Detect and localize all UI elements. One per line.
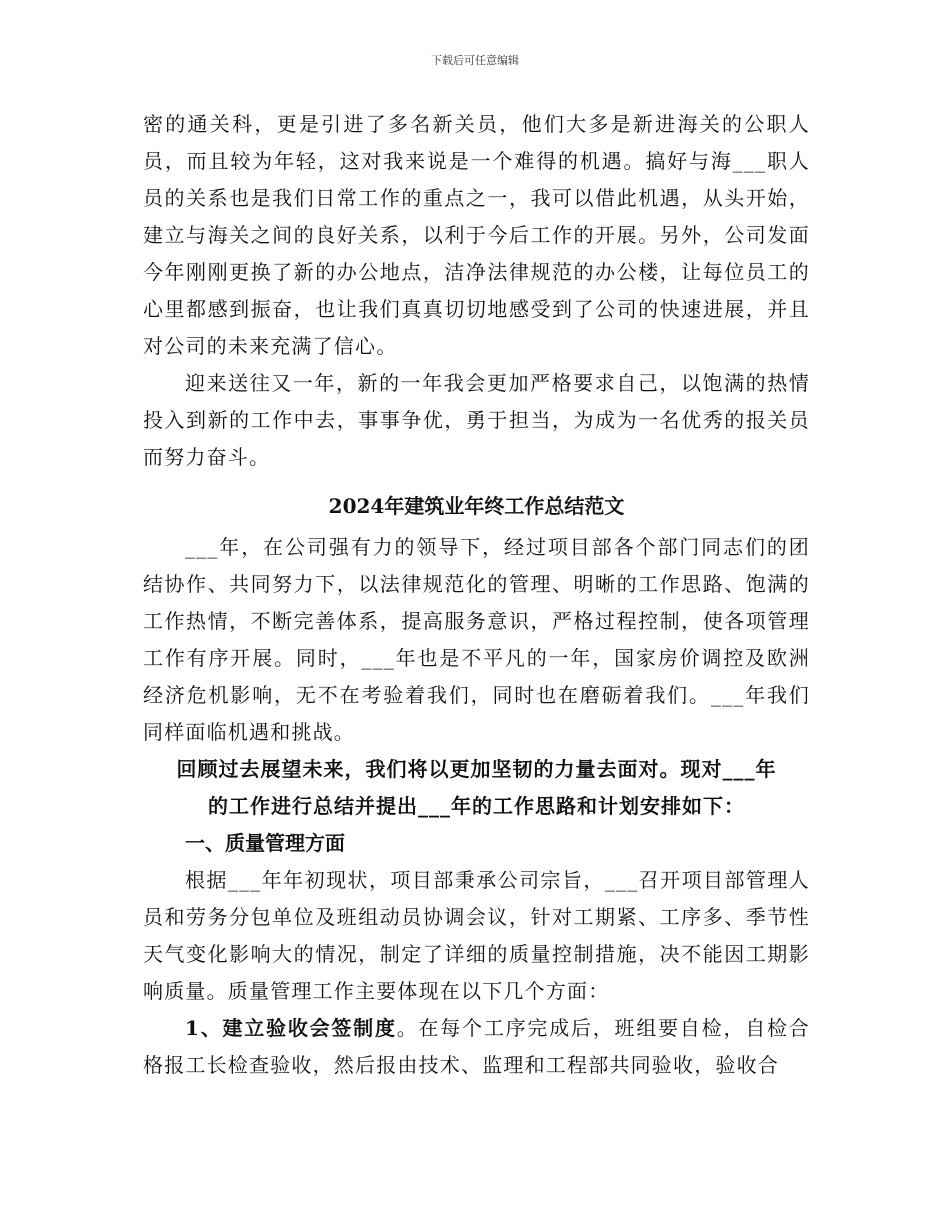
paragraph-5	[143, 1010, 810, 1084]
section-heading-quality: 一、质量管理方面	[185, 831, 345, 855]
article-title: 2024年建筑业年终工作总结范文	[328, 494, 625, 518]
paragraph-3: ___年，在公司强有力的领导下，经过项目部各个部门同志们的团结协作、共同努力下，以法律规范化的管理、明晰的工作思路、饱满的工作热情，不断完善体系，提高服务意识，严格过程控制，使各项管理工作有序开展。同时，___年也是不平凡的一年，国家房价调控及欧洲经济危机影响，无不在考验着我们，同时也在磨砺着我们。___年我们同样面临机遇和挑战。	[143, 535, 810, 744]
paragraph-1: 密的通关科，更是引进了多名新关员，他们大多是新进海关的公职人员，而且较为年轻，这对我来说是一个难得的机遇。搞好与海___职人员的关系也是我们日常工作的重点之一，我可以借此机遇，从头开始，建立与海关之间的良好关系，以利于今后工作的开展。另外，公司发面今年刚刚更换了新的办公地点，洁净法律规范的办公楼，让每位员工的心里都感到振奋，也让我们真真切切地感受到了公司的快速进展，并且对公司的未来充满了信心。	[143, 112, 810, 358]
page-header: 下载后可任意编辑	[431, 54, 519, 67]
item-1-bold: 1、建立验收会签制度	[185, 1016, 397, 1040]
paragraph-4: 根据___年年初现状，项目部秉承公司宗旨，___召开项目部管理人员和劳务分包单位及班组动员协调会议，针对工期紧、工序多、季节性天气变化影响大的情况，制定了详细的质量控制措施，决不能因工期影响质量。质量管理工作主要体现在以下几个方面：	[143, 868, 810, 1003]
document-body	[143, 106, 810, 1084]
paragraph-2: 迎来送往又一年，新的一年我会更加严格要求自己，以饱满的热情投入到新的工作中去，事事争优，勇于担当，为成为一名优秀的报关员而努力奋斗。	[143, 371, 810, 469]
bold-line-1: 回顾过去展望未来，我们将以更加坚韧的力量去面对。现对___年	[176, 757, 777, 781]
item-1-text: 。在每个工序完成后，班组要自检，自检合格报工长检查验收，然后报由技术、监理和工程部共同验收，验收合	[143, 1016, 810, 1077]
bold-line-2: 的工作进行总结并提出___年的工作思路和计划安排如下：	[208, 794, 745, 818]
